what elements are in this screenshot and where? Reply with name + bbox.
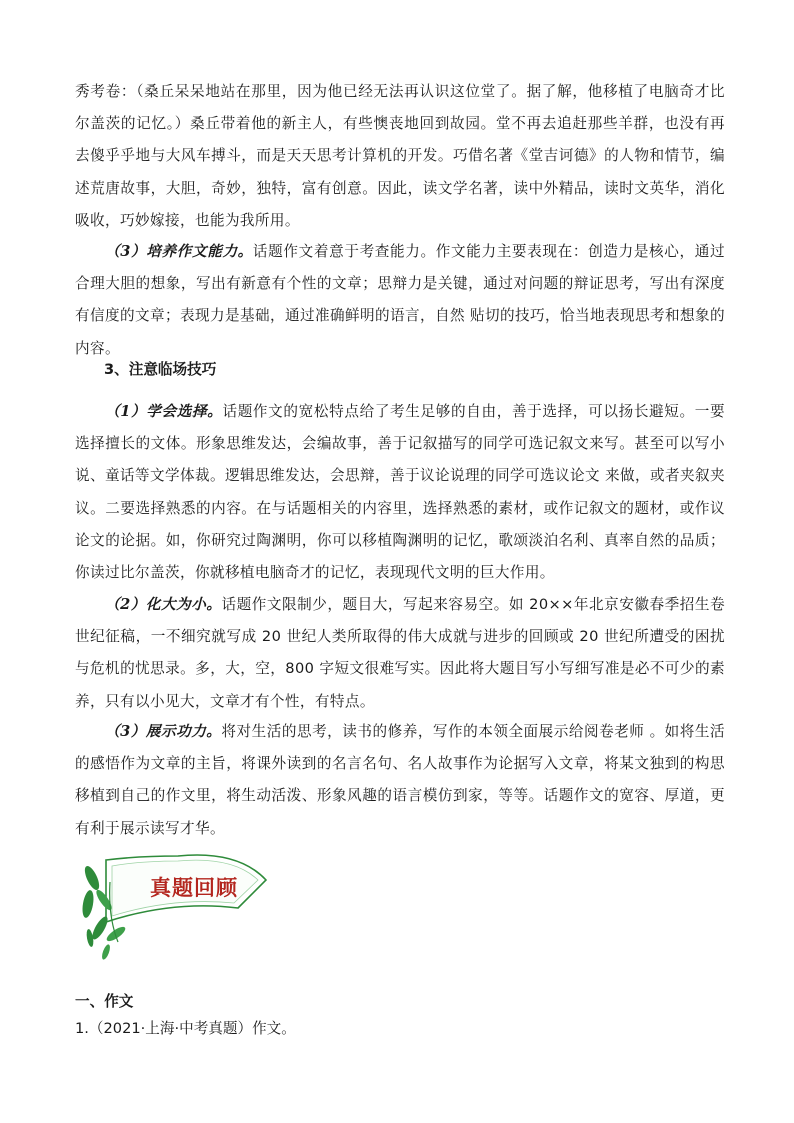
review-banner-title: 真题回顾 (150, 875, 238, 900)
paragraph-showcase (75, 716, 725, 845)
section-title: 一、作文 (75, 993, 134, 1010)
leaf-icon (105, 924, 128, 943)
review-banner-graphic (78, 842, 278, 962)
leaf-icon (82, 864, 102, 892)
narrow-text: 话题作文限制少，题目大，写起来容易空。如 20××年北京安徽春季招生卷世纪征稿，一不细究就写成 20 世纪人类所取得的伟大成就与进步的回顾或 20 世纪所遭受的困扰与危机的忧思录。多，大，空，800 字短文很难写实。因此将大题目写小写细写准是必不可少的素养，只有以小见大，文章才有个性，有特点。 (75, 596, 726, 710)
showcase-text: 将对生活的思考，读书的修养，写作的本领全面展示给阅卷老师 。如将生活的感悟作为文章的主旨，将课外读到的名言名句、名人故事作为论据写入文章，将某文独到的构思移植到自己的作文里，将生动活泼、形象风趣的语言模仿到家，等等。话题作文的宽容、厚道，更有利于展示读写才华。 (75, 723, 725, 837)
question-item: 1.（2021·上海·中考真题）作文。 (75, 1020, 296, 1037)
ability-text: 话题作文着意于考查能力。作文能力主要表现在：创造力是核心，通过合理大胆的想象，写出有新意有个性的文章；思辩力是关键，通过对问题的辩证思考，写出有深度有信度的文章；表现力是基础，通过准确鲜明的语言，自然 贴切的技巧，恰当地表现思考和想象的内容。 (75, 243, 725, 357)
paragraph-example: 秀考卷：（桑丘呆呆地站在那里，因为他已经无法再认识这位堂了。据了解，他移植了电脑奇才比尔盖茨的记忆。）桑丘带着他的新主人，有些懊丧地回到故园。堂不再去追赶那些羊群，也没有再去傻乎乎地与大风车搏斗，而是天天思考计算机的开发。巧借名著《堂吉诃德》的人物和情节，编述荒唐故事，大胆，奇妙，独特，富有创意。因此，读文学名著，读中外精品，读时文英华，消化吸收，巧妙嫁接，也能为我所用。 (75, 83, 725, 229)
choose-keyword: （1）学会选择。 (105, 403, 223, 420)
leaf-icon (81, 889, 96, 918)
subheading-exam-skills: 3、注意临场技巧 (104, 361, 217, 378)
showcase-keyword: （3）展示功力。 (105, 723, 222, 740)
paragraph-choose (75, 396, 725, 589)
narrow-keyword: （2）化大为小。 (105, 596, 222, 613)
paragraph-ability (75, 236, 725, 365)
choose-text: 话题作文的宽松特点给了考生足够的自由，善于选择，可以扬长避短。一要选择擅长的文体。形象思维发达，会编故事，善于记叙描写的同学可选记叙文来写。甚至可以写小说、童话等文学体裁。逻辑思维发达，会思辩，善于议论说理的同学可选议论文 来做，或者夹叙夹议。二要选择熟悉的内容。在与话题相关的内容里，选择熟悉的素材，或作记叙文的题材，或作议论文的论据。如，你研究过陶渊明，你可以移植陶渊明的记忆，歌颂淡泊名利、真率自然的品质；你读过比尔盖茨，你就移植电脑奇才的记忆，表现现代文明的巨大作用。 (75, 403, 725, 582)
ability-keyword: （3）培养作文能力。 (105, 243, 253, 260)
paragraph-narrow (75, 589, 725, 718)
leaf-icon (100, 943, 111, 960)
